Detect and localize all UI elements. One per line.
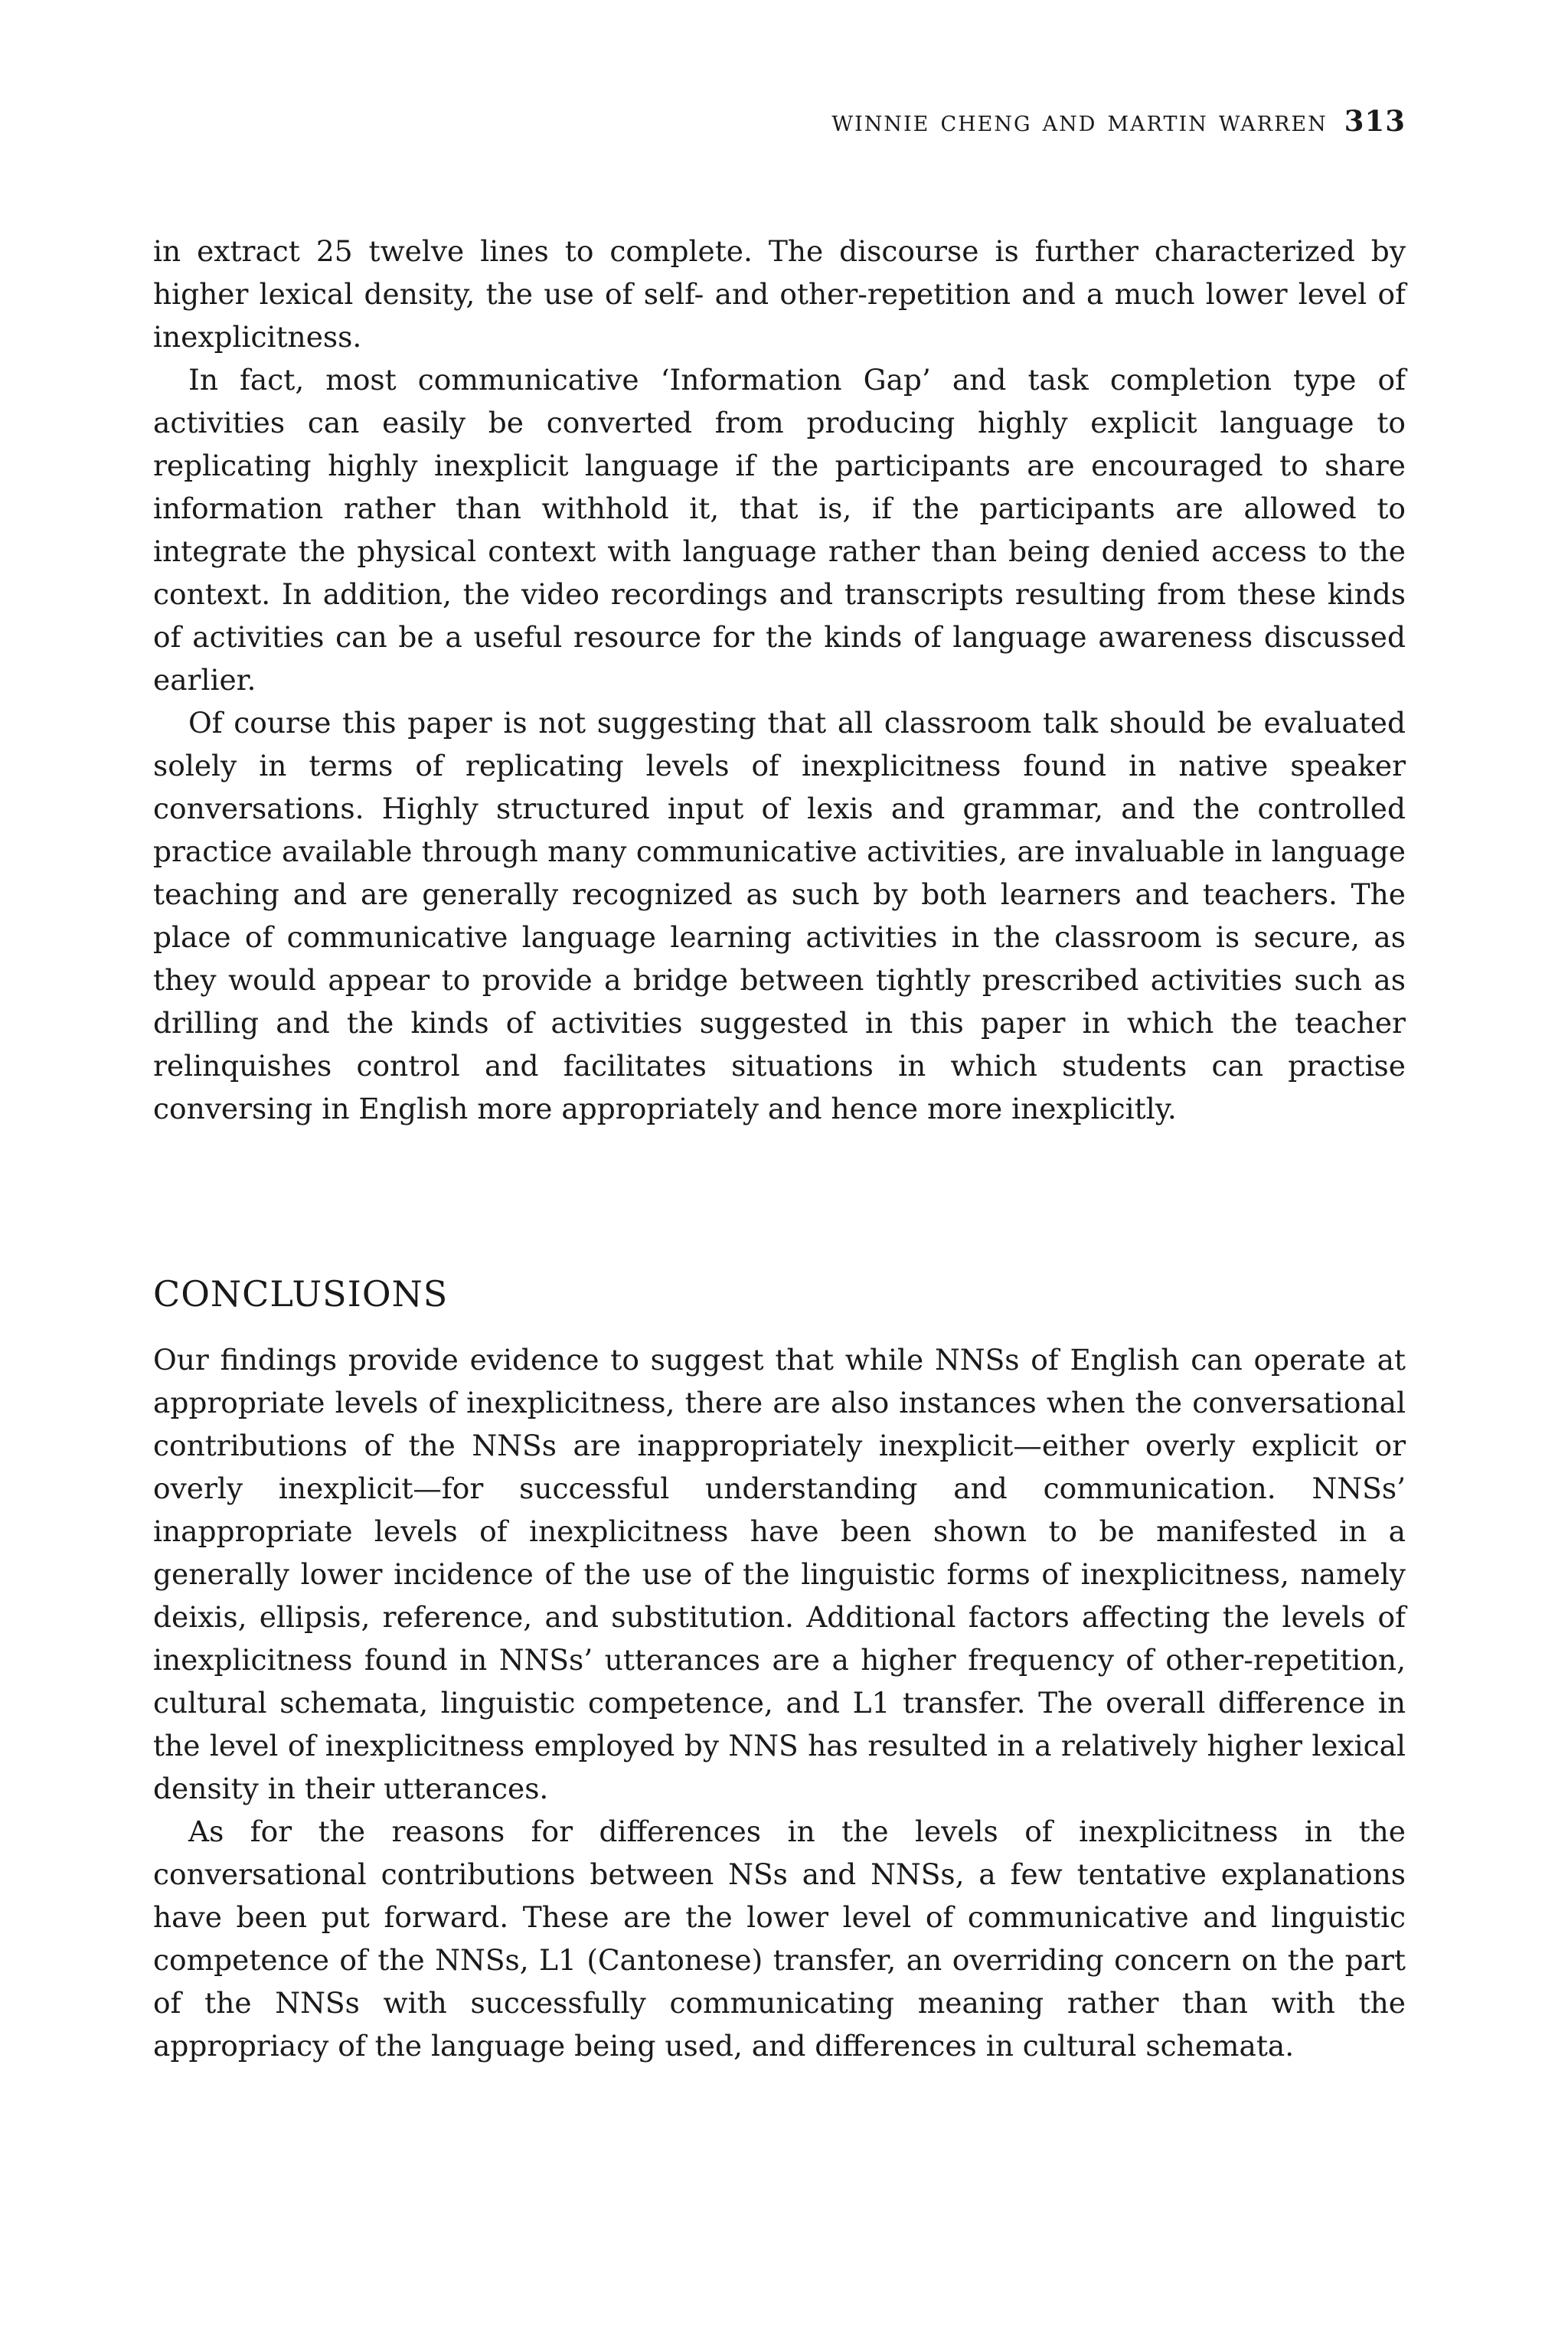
paragraph-reasons: As for the reasons for differences in the levels of inexplicitness in the conversational contributions between NSs and NNSs, a few tentative explanations have been put forward. These are the lower level of communicative and linguistic competence of the NNSs, L1 (Cantonese) transfer, an overriding concern on the part of the NNSs with successfully communicating meaning rather than with the appropriacy of the language being used, and differences in cultural schemata. [153,1815,1406,2063]
body-text [153,230,1406,1130]
running-head [831,100,1406,144]
page [153,0,1406,2352]
section-heading-conclusions: CONCLUSIONS [153,1273,449,1315]
paragraph-classroom-talk: Of course this paper is not suggesting that all classroom talk should be evaluated solely in terms of replicating levels of inexplicitness found in native speaker conversations. Highly structured input of lexis and grammar, and the controlled practice available through many communicative activities, are invaluable in language teaching and are generally recognized as such by both learners and teachers. The place of communicative language learning activities in the classroom is secure, as they would appear to provide a bridge between tightly prescribed activities such as drilling and the kinds of activities suggested in this paper in which the teacher relinquishes control and facilitates situations in which students can practise conversing in English more appropriately and hence more inexplicitly. [153,706,1406,1125]
paragraph-findings: Our findings provide evidence to suggest that while NNSs of English can operate at appropriate levels of inexplicitness, there are also instances when the conversational contributions of the NNSs are inappropriately inexplicit—either overly explicit or overly inexplicit—for successful understanding and communication. NNSs’ inappropriate levels of inexplicitness have been shown to be manifested in a generally lower incidence of the use of the linguistic forms of inexplicitness, namely deixis, ellipsis, reference, and substitution. Additional factors affecting the levels of inexplicitness found in NNSs’ utterances are a higher frequency of other-repetition, cultural schemata, linguistic competence, and L1 transfer. The overall difference in the level of inexplicitness employed by NNS has resulted in a relatively higher lexical density in their utterances. [153,1343,1406,1805]
running-head-authors: winnie cheng and martin warren [831,104,1328,138]
conclusions-text [153,1338,1406,2067]
page-number: 313 [1344,104,1406,138]
paragraph-information-gap: In fact, most communicative ‘Information Gap’ and task completion type of activities can easily be converted from producing highly explicit language to replicating highly inexplicit language if the participants are encouraged to share information rather than withhold it, that is, if the participants are allowed to integrate the physical context with language rather than being denied access to the context. In addition, the video recordings and transcripts resulting from these kinds of activities can be a useful resource for the kinds of language awareness discussed earlier. [153,363,1406,697]
paragraph-continuation: in extract 25 twelve lines to complete. The discourse is further characterized by higher lexical density, the use of self- and other-repetition and a much lower level of inexplicitness. [153,234,1406,354]
